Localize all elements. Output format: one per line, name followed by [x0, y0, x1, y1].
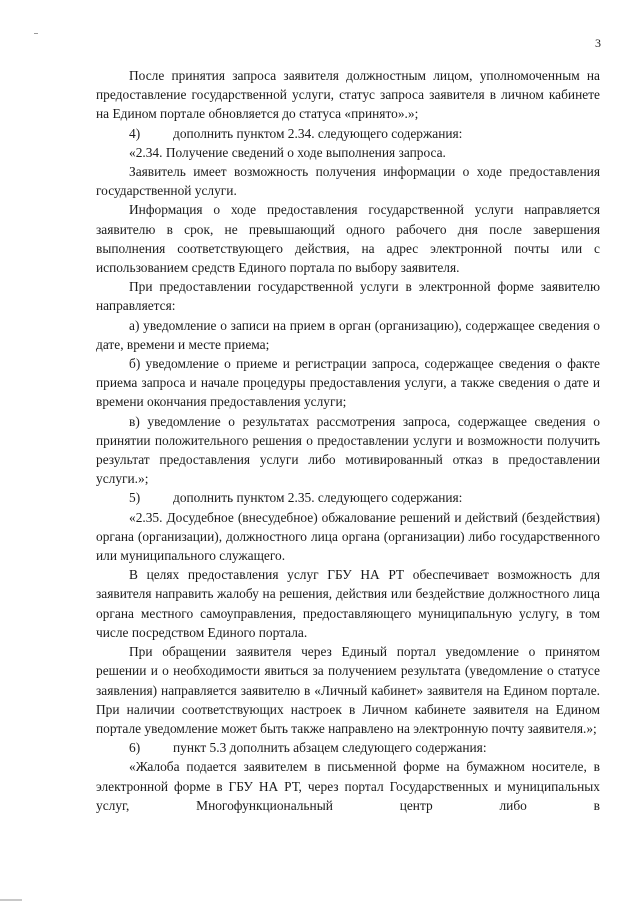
item-6-text: пункт 5.3 дополнить абзацем следующего содержания:: [173, 740, 487, 756]
item-number-6: 6): [129, 740, 141, 756]
document-body: [96, 66, 600, 815]
item-4-text: дополнить пунктом 2.34. следующего содержания:: [173, 125, 463, 141]
paragraph-item-b: б) уведомление о приеме и регистрации запроса, содержащее сведения о факте приема запроса и начале процедуры предоставления услуги, а также сведения о дате и времени окончания предоставления услуги;: [96, 356, 600, 410]
item-4: [96, 124, 600, 143]
item-number-5: 5): [129, 490, 141, 506]
item-5-text: дополнить пунктом 2.35. следующего содержания:: [173, 490, 463, 506]
item-5: [96, 488, 600, 507]
item-6: [96, 738, 600, 757]
paragraph-complaint-submission: «Жалоба подается заявителем в письменной форме на бумажном носителе, в электронной форме в ГБУ НА РТ, через портал Государственных и муниципальных услуг, Многофункциональный центр либо в: [96, 759, 600, 813]
item-number-4: 4): [129, 125, 141, 141]
paragraph-electronic-form: При предоставлении государственной услуги в электронной форме заявителю направляется:: [96, 279, 600, 314]
page-number: 3: [595, 36, 601, 50]
margin-mark: [34, 33, 38, 34]
paragraph-info-timing: Информация о ходе предоставления государственной услуги направляется заявителю в срок, не превышающий одного рабочего дня после завершения выполнения соответствующего действия, на адрес электронной почты или с использованием средств Единого портала по выбору заявителя.: [96, 202, 600, 276]
bottom-edge-mark: [0, 899, 22, 901]
paragraph-item-a: а) уведомление о записи на прием в орган (организацию), содержащее сведения о дате, времени и месте приема;: [96, 317, 600, 352]
paragraph-2-35-heading: «2.35. Досудебное (внесудебное) обжалование решений и действий (бездействия) органа (организации), должностного лица органа (организации) либо государственного или муниципального служащего.: [96, 509, 600, 564]
paragraph-status-update: После принятия запроса заявителя должностным лицом, уполномоченным на предоставление государственной услуги, статус запроса заявителя в личном кабинете на Едином портале обновляется до статуса «принято».»;: [96, 68, 600, 122]
paragraph-complaint-possibility: В целях предоставления услуг ГБУ НА РТ обеспечивает возможность для заявителя направить жалобу на решения, действия или бездействие должностного лица органа местного самоуправления, предоставляющего муниципальную услугу, в том числе посредством Единого портала.: [96, 567, 600, 640]
paragraph-portal-notification: При обращении заявителя через Единый портал уведомление о принятом решении и о необходимости явиться за получением результата (уведомление о статусе заявления) направляется заявителю в «Личный кабинет» заявителя на Едином портале. При наличии соответствующих настроек в Личном кабинете заявителя на Едином портале уведомление может быть также направлено на электронную почту заявителя.»;: [96, 644, 600, 736]
paragraph-applicant-info: Заявитель имеет возможность получения информации о ходе предоставления государственной услуги.: [96, 164, 600, 199]
paragraph-item-v: в) уведомление о результатах рассмотрения запроса, содержащее сведения о принятии положительного решения о предоставлении услуги и возможности получить результат предоставления услуги либо мотивированный отказ в предоставлении услуги.»;: [96, 413, 600, 487]
paragraph-2-34-heading: «2.34. Получение сведений о ходе выполнения запроса.: [129, 144, 446, 160]
